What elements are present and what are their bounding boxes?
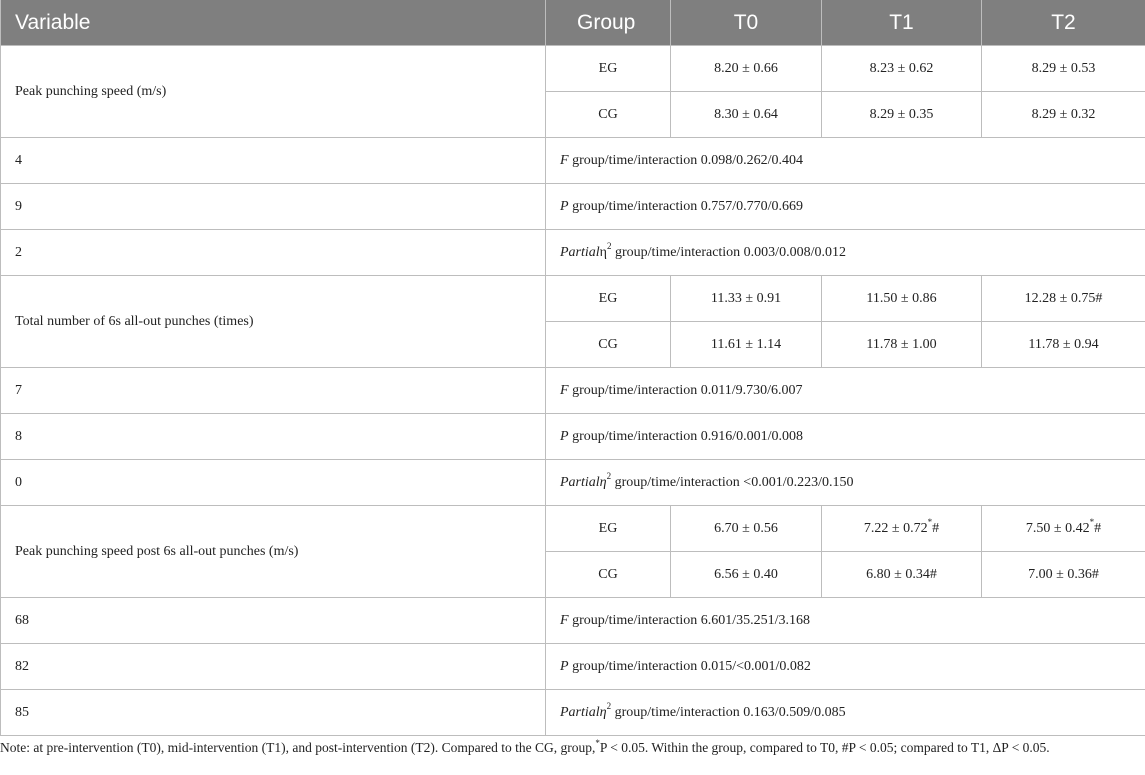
stat-prefix: F xyxy=(560,382,569,398)
header-t2: T2 xyxy=(982,0,1145,46)
variable-cell: Total number of 6s all-out punches (times) xyxy=(1,276,546,368)
stat-prefix: F xyxy=(560,612,569,628)
stat-text: group/time/interaction 0.757/0.770/0.669 xyxy=(568,198,804,214)
t1-cell: 11.50 ± 0.86 xyxy=(822,276,982,322)
t1-cell: 8.23 ± 0.62 xyxy=(822,46,982,92)
stat-row xyxy=(1,644,1145,690)
stat-value xyxy=(546,230,1145,276)
stat-text: group/time/interaction <0.001/0.223/0.150 xyxy=(611,474,854,490)
t1-value: 7.22 ± 0.72 xyxy=(863,520,928,536)
t0-cell: 6.70 ± 0.56 xyxy=(671,506,822,552)
t2-cell: 11.78 ± 0.94 xyxy=(982,322,1145,368)
stat-label: 4 xyxy=(1,138,546,184)
group-cell: CG xyxy=(546,552,671,598)
stat-row xyxy=(1,414,1145,460)
header-variable: Variable xyxy=(1,0,546,46)
note-sup: * xyxy=(595,737,600,748)
stat-prefix: Partial xyxy=(560,244,600,260)
stat-label: 8 xyxy=(1,414,546,460)
stat-value xyxy=(546,184,1145,230)
stat-sup: 2 xyxy=(606,700,612,711)
stat-row xyxy=(1,690,1145,736)
stat-prefix: P xyxy=(560,198,569,214)
t2-sup: * xyxy=(1089,516,1095,527)
t1-cell xyxy=(822,506,982,552)
stat-text: group/time/interaction 0.003/0.008/0.012 xyxy=(611,244,846,260)
group-cell: CG xyxy=(546,322,671,368)
group-cell: EG xyxy=(546,46,671,92)
t0-cell: 8.30 ± 0.64 xyxy=(671,92,822,138)
t0-cell: 6.56 ± 0.40 xyxy=(671,552,822,598)
table-note xyxy=(0,738,1140,757)
stat-label: 9 xyxy=(1,184,546,230)
t1-cell: 11.78 ± 1.00 xyxy=(822,322,982,368)
t1-cell: 6.80 ± 0.34# xyxy=(822,552,982,598)
header-t0: T0 xyxy=(671,0,822,46)
t1-cell: 8.29 ± 0.35 xyxy=(822,92,982,138)
stat-label: 85 xyxy=(1,690,546,736)
header-group: Group xyxy=(546,0,671,46)
t1-after: # xyxy=(932,520,940,536)
stat-row xyxy=(1,230,1145,276)
stat-value xyxy=(546,598,1145,644)
stat-sup: 2 xyxy=(606,470,612,481)
stat-value xyxy=(546,460,1145,506)
t2-cell: 12.28 ± 0.75# xyxy=(982,276,1145,322)
stat-prefix: Partialη xyxy=(560,474,607,490)
stat-row xyxy=(1,138,1145,184)
stat-value xyxy=(546,690,1145,736)
stat-text: group/time/interaction 0.015/<0.001/0.082 xyxy=(568,658,811,674)
stat-row xyxy=(1,598,1145,644)
stat-label: 82 xyxy=(1,644,546,690)
table-row xyxy=(1,506,1145,552)
t1-sup: * xyxy=(927,516,933,527)
t0-cell: 11.33 ± 0.91 xyxy=(671,276,822,322)
header-t1: T1 xyxy=(822,0,982,46)
stat-row xyxy=(1,368,1145,414)
t2-cell: 8.29 ± 0.53 xyxy=(982,46,1145,92)
variable-cell: Peak punching speed (m/s) xyxy=(1,46,546,138)
stat-prefix: F xyxy=(560,152,569,168)
stat-label: 7 xyxy=(1,368,546,414)
group-cell: CG xyxy=(546,92,671,138)
stat-text: group/time/interaction 0.916/0.001/0.008 xyxy=(568,428,804,444)
stat-text: group/time/interaction 6.601/35.251/3.168 xyxy=(568,612,811,628)
variable-cell: Peak punching speed post 6s all-out punches (m/s) xyxy=(1,506,546,598)
t2-cell xyxy=(982,506,1145,552)
t2-after: # xyxy=(1094,520,1102,536)
t0-cell: 8.20 ± 0.66 xyxy=(671,46,822,92)
stat-row xyxy=(1,184,1145,230)
stat-sup: 2 xyxy=(607,240,612,251)
stat-value xyxy=(546,368,1145,414)
table-row xyxy=(1,276,1145,322)
note-part1: Note: at pre-intervention (T0), mid-intervention (T1), and post-intervention (T2). Compared to the CG, group, xyxy=(0,740,596,755)
stat-value xyxy=(546,138,1145,184)
stat-label: 0 xyxy=(1,460,546,506)
stat-prefix: Partialη xyxy=(560,704,607,720)
stat-value xyxy=(546,414,1145,460)
group-cell: EG xyxy=(546,276,671,322)
t0-cell: 11.61 ± 1.14 xyxy=(671,322,822,368)
stat-text: group/time/interaction 0.098/0.262/0.404 xyxy=(568,152,804,168)
stat-prefix-eta: η xyxy=(599,244,607,260)
stat-label: 2 xyxy=(1,230,546,276)
stat-value xyxy=(546,644,1145,690)
stat-row xyxy=(1,460,1145,506)
stat-label: 68 xyxy=(1,598,546,644)
stat-prefix: P xyxy=(560,658,569,674)
group-cell: EG xyxy=(546,506,671,552)
stat-text: group/time/interaction 0.163/0.509/0.085 xyxy=(611,704,846,720)
t2-cell: 8.29 ± 0.32 xyxy=(982,92,1145,138)
header-row xyxy=(1,0,1145,46)
t2-cell: 7.00 ± 0.36# xyxy=(982,552,1145,598)
table-row xyxy=(1,46,1145,92)
t2-value: 7.50 ± 0.42 xyxy=(1025,520,1090,536)
note-part2: P < 0.05. Within the group, compared to T0, #P < 0.05; compared to T1, ΔP < 0.05. xyxy=(599,740,1050,755)
stat-text: group/time/interaction 0.011/9.730/6.007 xyxy=(568,382,803,398)
stat-prefix: P xyxy=(560,428,569,444)
